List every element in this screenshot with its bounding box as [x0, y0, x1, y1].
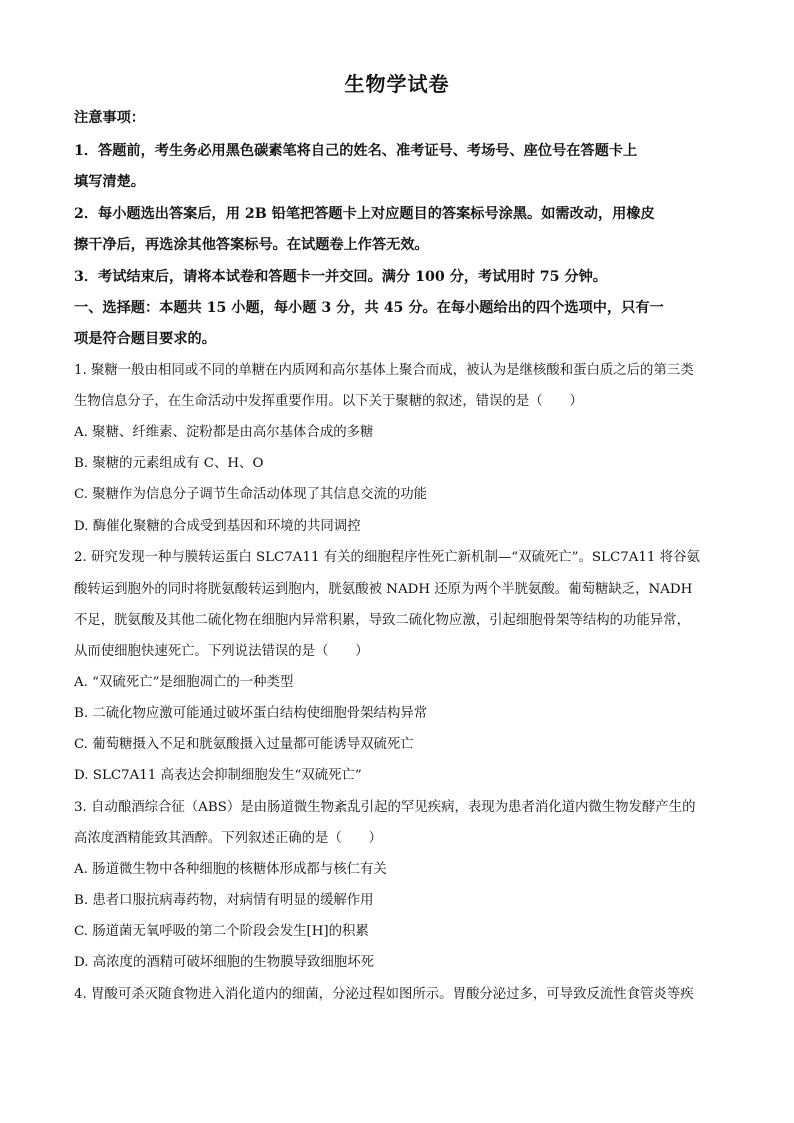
- section-heading-line-2: 项是符合题目要求的。: [74, 331, 216, 347]
- q3-option-c: C. 肠道菌无氧呼吸的第二个阶段会发生[H]的积累: [74, 924, 369, 939]
- q3-stem-line-2: 高浓度酒精能致其酒醉。下列叙述正确的是（ ）: [74, 831, 382, 846]
- notice-line-3: 2．每小题选出答案后，用 2B 铅笔把答题卡上对应题目的答案标号涂黑。如需改动，用橡皮: [74, 206, 655, 222]
- notice-heading: 注意事项：: [74, 110, 145, 126]
- q4-stem-line-1: 4. 胃酸可杀灭随食物进入消化道内的细菌，分泌过程如图所示。胃酸分泌过多，可导致反流性食管炎等疾: [74, 987, 694, 1002]
- q1-stem-line-1: 1. 聚糖一般由相同或不同的单糖在内质网和高尔基体上聚合而成，被认为是继核酸和蛋白质之后的第三类: [74, 363, 694, 378]
- notice-line-4: 擦干净后，再选涂其他答案标号。在试题卷上作答无效。: [74, 237, 429, 253]
- q1-option-b: B. 聚糖的元素组成有 C、H、O: [74, 456, 264, 471]
- q2-stem-line-1: 2. 研究发现一种与膜转运蛋白 SLC7A11 有关的细胞程序性死亡新机制—“双硫死亡”。SLC7A11 将谷氨: [74, 550, 700, 565]
- section-heading-line-1: 一、选择题：本题共 15 小题，每小题 3 分，共 45 分。在每小题给出的四个选项中，只有一: [74, 300, 664, 316]
- q2-option-a: A. “双硫死亡”是细胞凋亡的一种类型: [74, 675, 294, 690]
- q3-option-d: D. 高浓度的酒精可破坏细胞的生物膜导致细胞坏死: [74, 955, 374, 970]
- q3-option-b: B. 患者口服抗病毒药物，对病情有明显的缓解作用: [74, 893, 374, 908]
- q3-stem-line-1: 3. 自动酿酒综合征（ABS）是由肠道微生物紊乱引起的罕见疾病，表现为患者消化道内微生物发酵产生的: [74, 800, 696, 815]
- q1-stem-line-2: 生物信息分子，在生命活动中发挥重要作用。以下关于聚糖的叙述，错误的是（ ）: [74, 394, 583, 409]
- q3-option-a: A. 肠道微生物中各种细胞的核糖体形成都与核仁有关: [74, 862, 387, 877]
- page-title: 生物学试卷: [344, 72, 450, 96]
- notice-line-5: 3．考试结束后，请将本试卷和答题卡一并交回。满分 100 分，考试用时 75 分钟。: [74, 269, 607, 285]
- q2-stem-line-2: 酸转运到胞外的同时将胱氨酸转运到胞内，胱氨酸被 NADH 还原为两个半胱氨酸。葡萄糖缺乏，NADH: [74, 582, 693, 597]
- q1-option-a: A. 聚糖、纤维素、淀粉都是由高尔基体合成的多糖: [74, 425, 374, 440]
- q2-option-c: C. 葡萄糖摄入不足和胱氨酸摄入过量都可能诱导双硫死亡: [74, 737, 414, 752]
- q2-stem-line-3: 不足，胱氨酸及其他二硫化物在细胞内异常积累，导致二硫化物应激，引起细胞骨架等结构的功能异常，: [74, 613, 690, 628]
- q2-option-b: B. 二硫化物应激可能通过破坏蛋白结构使细胞骨架结构异常: [74, 706, 428, 721]
- notice-line-1: 1．答题前，考生务必用黑色碳素笔将自己的姓名、准考证号、考场号、座位号在答题卡上: [74, 143, 638, 159]
- q1-option-c: C. 聚糖作为信息分子调节生命活动体现了其信息交流的功能: [74, 487, 428, 502]
- q2-option-d: D. SLC7A11 高表达会抑制细胞发生“双硫死亡”: [74, 768, 362, 783]
- q1-option-d: D. 酶催化聚糖的合成受到基因和环境的共同调控: [74, 519, 361, 534]
- notice-line-2: 填写清楚。: [74, 174, 145, 190]
- q2-stem-line-4: 从而使细胞快速死亡。下列说法错误的是（ ）: [74, 644, 369, 659]
